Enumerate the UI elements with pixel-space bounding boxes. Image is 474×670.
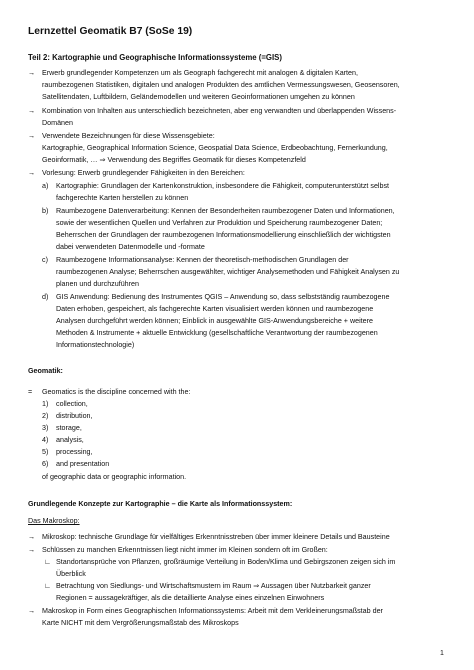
konzept-line: Betrachtung von Siedlungs- und Wirtschaftsmustern im Raum ⇒ Aussagen über Nutzbarkeit ganzer: [56, 582, 371, 590]
page-number: 1: [440, 650, 444, 657]
geomatik-heading: Geomatik:: [28, 367, 63, 375]
intro-line: Kombination von Inhalten aus unterschiedlich bezeichneten, aber eng verwandten und überlappenden Wissens-: [42, 107, 397, 115]
list-item: processing,: [56, 448, 93, 456]
konzept-bullet-marker: →: [28, 546, 36, 554]
geomatik-definition: Geomatics is the discipline concerned with the:: [42, 388, 191, 396]
intro-line: Vorlesung: Erwerb grundlegender Fähigkeiten in den Bereichen:: [42, 169, 245, 177]
geomatik-closing: of geographic data or geographic information.: [42, 473, 187, 481]
area-line: sowie der wesentlichen Quellen und Verfahren zur Produktion und Speicherung raumbezogener Daten;: [56, 219, 383, 227]
intro-line: Satellitendaten, Luftbildern, Geländemodellen und weiteren Geoinformationen umgehen zu können: [42, 93, 355, 101]
area-line: Methoden & Instrumente + aktuelle Entwicklung (gesellschaftliche Verantwortung der raumbezogenen: [56, 329, 378, 337]
area-marker: c): [42, 256, 48, 264]
area-line: Beherrschen der Grundlagen der raumbezogenen Informationsmodellierung einschließlich der wichtigsten: [56, 231, 391, 239]
intro-bullet-marker: →: [28, 169, 36, 177]
list-marker: 2): [42, 412, 49, 420]
area-line: Raumbezogene Informationsanalyse: Kennen der theoretisch-methodischen Grundlagen der: [56, 256, 349, 264]
list-marker: 4): [42, 436, 49, 444]
list-item: and presentation: [56, 460, 110, 468]
area-line: dabei verwendeten Datenmodelle und -formate: [56, 243, 205, 251]
list-item: storage,: [56, 424, 82, 432]
list-marker: 6): [42, 460, 49, 468]
konzept-line: Überblick: [56, 570, 86, 578]
konzept-bullet-marker: →: [28, 533, 36, 541]
list-marker: 5): [42, 448, 49, 456]
area-line: fachgerechte Karten herstellen zu können: [56, 194, 189, 202]
area-line: Daten erhoben, gespeichert, als fachgerechte Karten visualisiert werden können und raumbezogene: [56, 305, 374, 313]
intro-bullet-marker: →: [28, 107, 36, 115]
makroskop-subheading: Das Makroskop:: [28, 517, 80, 525]
intro-line: Verwendete Bezeichnungen für diese Wissensgebiete:: [42, 132, 215, 140]
document-title: Lernzettel Geomatik B7 (SoSe 19): [28, 26, 193, 37]
konzepte-heading: Grundlegende Konzepte zur Kartographie – die Karte als Informationssystem:: [28, 500, 293, 508]
list-marker: 3): [42, 424, 49, 432]
area-marker: b): [42, 207, 49, 215]
sub-bullet-marker: ∟: [44, 558, 51, 566]
list-item: analysis,: [56, 436, 84, 444]
sub-bullet-marker: ∟: [44, 582, 51, 590]
definition-marker: =: [28, 388, 33, 396]
konzept-line: Mikroskop: technische Grundlage für vielfältiges Erkenntnisstreben über immer kleinere Details und Bausteine: [42, 533, 390, 541]
intro-line: Kartographie, Geographical Information Science, Geospatial Data Science, Erdbeobachtung, Fernerkundung,: [42, 144, 388, 152]
intro-line: raumbezogenen Statistiken, digitalen und analogen Produkten des amtlichen Vermessungswesen, Geosensoren,: [42, 81, 400, 89]
area-marker: a): [42, 182, 49, 190]
area-line: Analysen durchgeführt werden können; Einblick in ausgewählte GIS-Anwendungsbereiche + weitere: [56, 317, 373, 325]
intro-bullet-marker: →: [28, 69, 36, 77]
list-item: collection,: [56, 400, 88, 408]
intro-line: Geoinformatik, … ⇒ Verwendung des Begriffes Geomatik für dieses Kompetenzfeld: [42, 156, 306, 164]
list-item: distribution,: [56, 412, 93, 420]
konzept-bullet-marker: →: [28, 607, 36, 615]
konzept-line: Standortansprüche von Pflanzen, großräumige Verteilung in Boden/Klima und Gebirgszonen zeigen sich im: [56, 558, 396, 566]
area-line: Informationstechnologie): [56, 341, 135, 349]
area-line: planen und durchzuführen: [56, 280, 139, 288]
intro-line: Erwerb grundlegender Kompetenzen um als Geograph fachgerecht mit analogen & digitalen Karten,: [42, 69, 358, 77]
konzept-line: Schlüssen zu manchen Erkenntnissen liegt nicht immer im Kleinen sondern oft im Großen:: [42, 546, 328, 554]
konzept-line: Karte NICHT mit dem Vergrößerungsmaßstab des Mikroskops: [42, 619, 239, 627]
area-marker: d): [42, 293, 49, 301]
area-line: raumbezogenen Analyse; Beherrschen ausgewählter, wichtiger Analysemethoden und Fähigkeit Analysen zu: [56, 268, 400, 276]
area-line: Raumbezogene Datenverarbeitung: Kennen der Besonderheiten raumbezogener Daten und Informationen,: [56, 207, 395, 215]
konzept-line: Regionen = aussagekräftiger, als die detaillierte Analyse eines einzelnen Einwohners: [56, 594, 325, 602]
area-line: GIS Anwendung: Bedienung des Instrumentes QGIS – Anwendung so, dass selbstständig raumbezogene: [56, 293, 390, 301]
konzept-line: Makroskop in Form eines Geographischen Informationssystems: Arbeit mit dem Verkleinerungsmaßstab der: [42, 607, 383, 615]
intro-bullet-marker: →: [28, 132, 36, 140]
section-subtitle: Teil 2: Kartographie und Geographische Informationssysteme (=GIS): [28, 53, 282, 62]
list-marker: 1): [42, 400, 49, 408]
intro-line: Domänen: [42, 119, 73, 127]
area-line: Kartographie: Grundlagen der Kartenkonstruktion, insbesondere die Fähigkeit, computerunterstützt selbst: [56, 182, 390, 190]
